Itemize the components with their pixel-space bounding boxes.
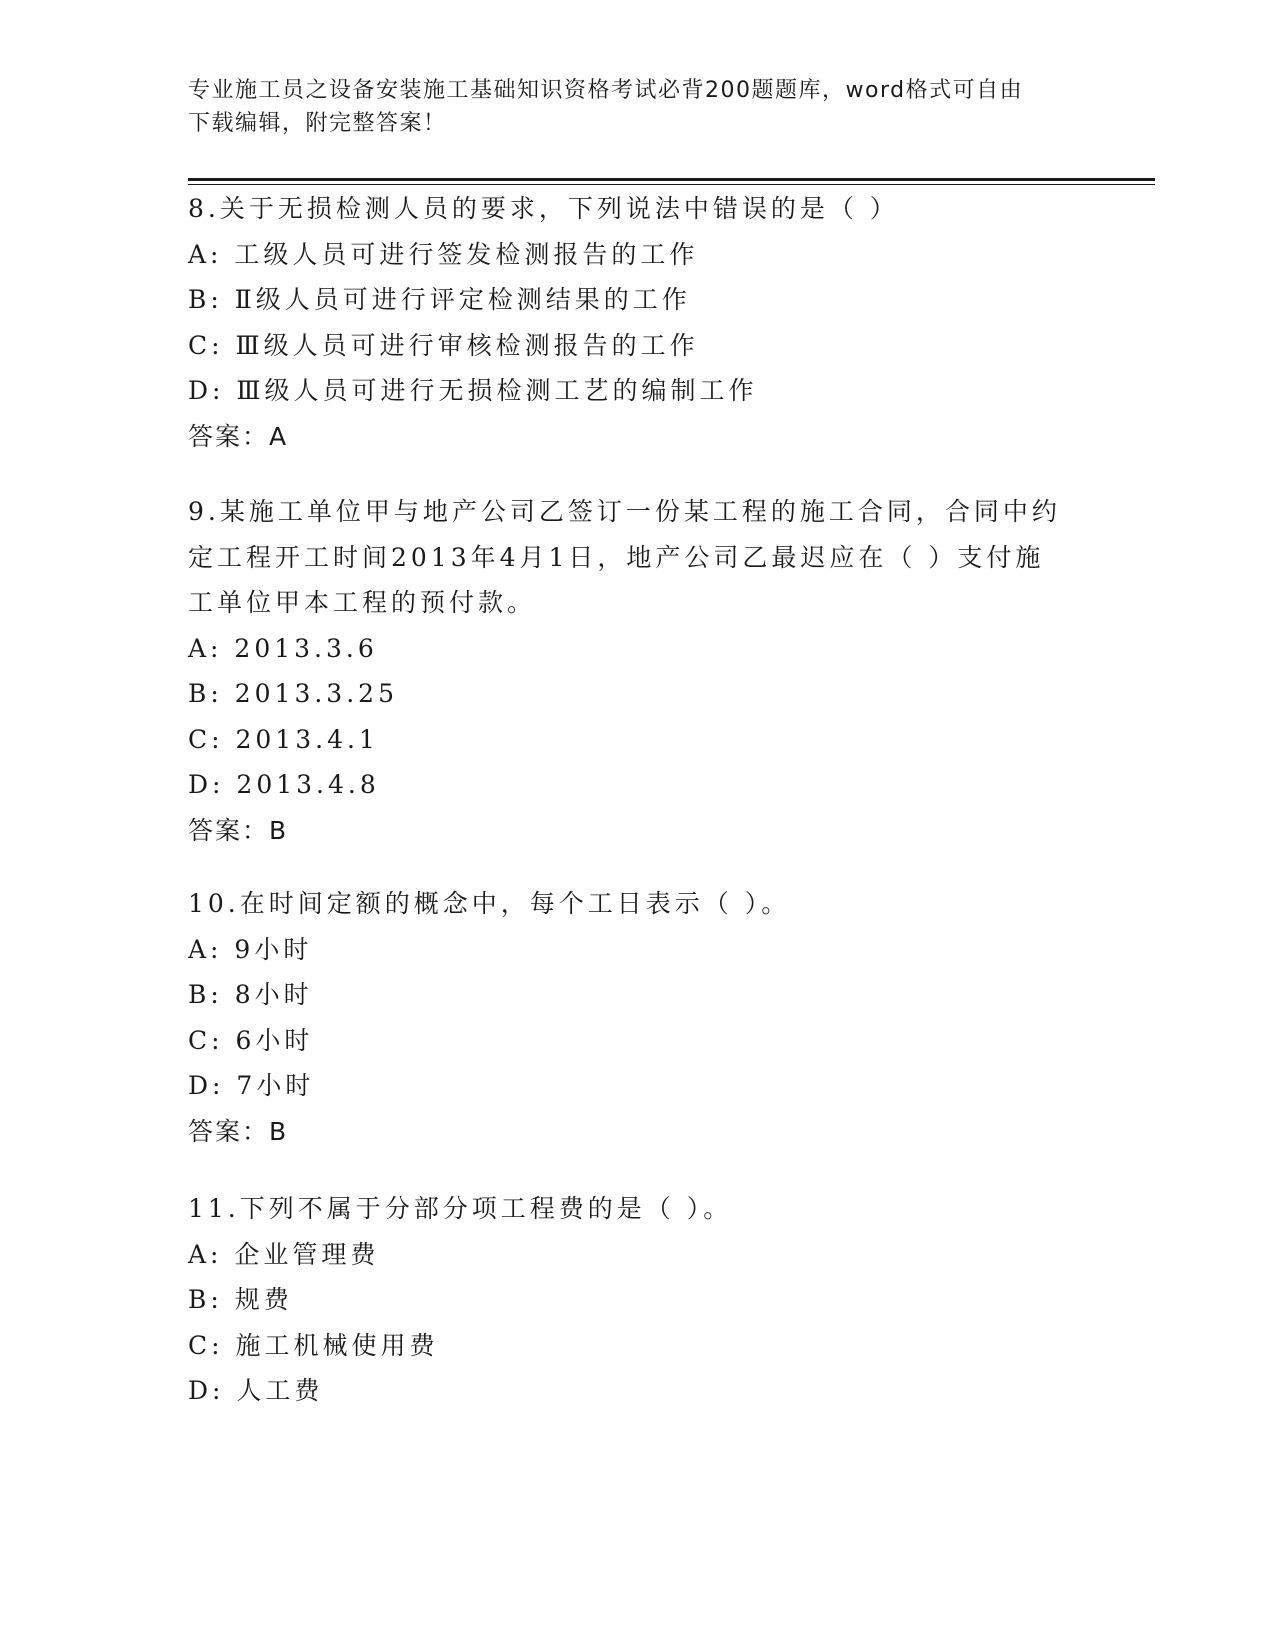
option-c: C: 施工机械使用费 [188, 1330, 439, 1360]
question-stem: 10.在时间定额的概念中，每个工日表示（ ）。 [188, 889, 791, 918]
option-b: B: 规费 [188, 1285, 293, 1314]
question-11 [188, 1186, 1068, 1414]
answer: 答案：A [188, 421, 289, 451]
option-a: A: 企业管理费 [188, 1239, 380, 1269]
option-c: C: 6小时 [188, 1025, 314, 1055]
option-a: A: 9小时 [188, 934, 313, 964]
header-divider-thin [188, 184, 1155, 185]
answer: 答案：B [188, 1116, 289, 1146]
option-c: C: 2013.4.1 [188, 724, 379, 754]
question-10 [188, 881, 1068, 1154]
option-b: B: 2013.3.25 [188, 679, 398, 708]
question-9 [188, 489, 1068, 853]
option-a: A: 2013.3.6 [188, 633, 378, 663]
question-stem: 11.下列不属于分部分项工程费的是（ ）。 [188, 1194, 733, 1223]
option-b: B: Ⅱ级人员可进行评定检测结果的工作 [188, 285, 691, 314]
option-b: B: 8小时 [188, 980, 313, 1009]
answer: 答案：B [188, 815, 289, 845]
question-stem: 9.某施工单位甲与地产公司乙签订一份某工程的施工合同，合同中约定工程开工时间2013年4月1日，地产公司乙最迟应在（ ）支付施工单位甲本工程的预付款。 [188, 497, 1061, 617]
question-stem: 8.关于无损检测人员的要求，下列说法中错误的是（ ） [188, 194, 899, 223]
header-divider-thick [188, 178, 1155, 181]
document-header [188, 74, 1088, 140]
header-line-2: 下载编辑，附完整答案！ [188, 111, 447, 136]
option-c: C: Ⅲ级人员可进行审核检测报告的工作 [188, 330, 699, 360]
option-d: D: Ⅲ级人员可进行无损检测工艺的编制工作 [188, 376, 758, 405]
option-a: A: 工级人员可进行签发检测报告的工作 [188, 239, 699, 269]
option-d: D: 人工费 [188, 1376, 324, 1405]
question-8 [188, 186, 1068, 459]
header-line-1: 专业施工员之设备安装施工基础知识资格考试必背200题题库，word格式可自由 [188, 78, 1024, 103]
option-d: D: 7小时 [188, 1071, 315, 1100]
option-d: D: 2013.4.8 [188, 770, 380, 799]
